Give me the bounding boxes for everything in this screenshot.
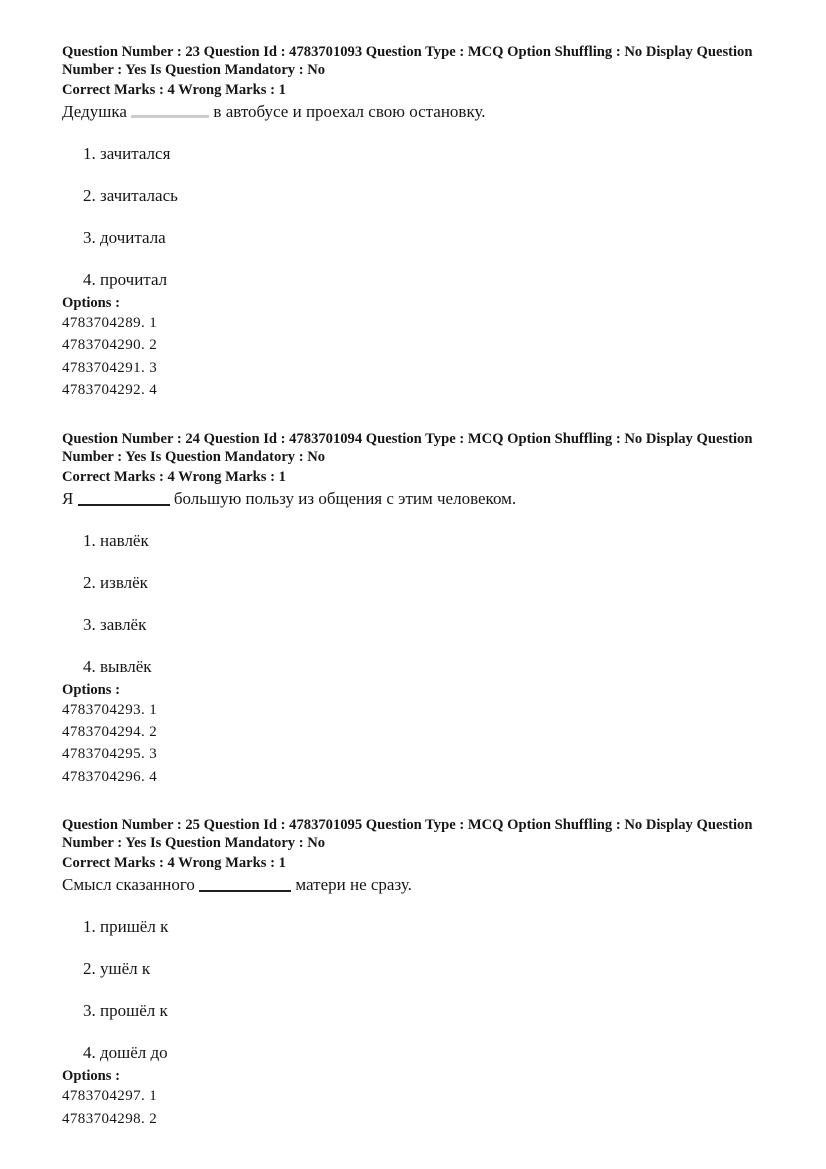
fill-in-blank bbox=[78, 503, 170, 506]
choices-list bbox=[62, 916, 770, 1063]
question-block-23 bbox=[62, 43, 770, 402]
question-text-before-blank: Смысл сказанного bbox=[62, 875, 195, 895]
question-marks: Correct Marks : 4 Wrong Marks : 1 bbox=[62, 468, 286, 485]
question-text bbox=[62, 488, 770, 509]
options-label: Options : bbox=[62, 1068, 120, 1085]
question-text bbox=[62, 874, 770, 895]
choice-option-1: 1. зачитался bbox=[83, 144, 171, 163]
choice-option-1: 1. пришёл к bbox=[83, 917, 169, 937]
question-marks: Correct Marks : 4 Wrong Marks : 1 bbox=[62, 855, 286, 872]
choice-option-3: 3. завлёк bbox=[83, 614, 147, 634]
option-id-row: 4783704295. 3 bbox=[62, 746, 158, 763]
choice-option-2: 2. ушёл к bbox=[83, 959, 151, 979]
choice-option-2: 2. извлёк bbox=[83, 572, 148, 592]
question-text-before-blank: Я bbox=[62, 488, 74, 508]
option-id-row: 4783704298. 2 bbox=[62, 1110, 158, 1127]
option-id-row: 4783704289. 1 bbox=[62, 315, 158, 331]
choice-option-2: 2. зачиталась bbox=[83, 186, 178, 205]
question-text-after-blank: в автобусе и проехал свою остановку. bbox=[213, 102, 486, 121]
question-meta-line2: Number : Yes Is Question Mandatory : No bbox=[62, 835, 326, 852]
option-ids-list bbox=[62, 699, 770, 789]
choice-option-4: 4. дошёл до bbox=[83, 1043, 168, 1063]
question-meta-line2: Number : Yes Is Question Mandatory : No bbox=[62, 62, 326, 78]
option-id-row: 4783704291. 3 bbox=[62, 359, 158, 376]
choice-option-3: 3. прошёл к bbox=[83, 1001, 168, 1021]
question-block-24 bbox=[62, 430, 770, 789]
question-marks: Correct Marks : 4 Wrong Marks : 1 bbox=[62, 82, 286, 98]
fill-in-blank bbox=[199, 889, 291, 892]
question-meta bbox=[62, 816, 770, 852]
question-meta-line1: Question Number : 23 Question Id : 4783701093 Question Type : MCQ Option Shuffling : No Display Question bbox=[62, 44, 753, 60]
options-label: Options : bbox=[62, 295, 120, 311]
question-text-after-blank: матери не сразу. bbox=[295, 875, 412, 895]
choice-option-4: 4. прочитал bbox=[83, 270, 168, 289]
question-meta-line1: Question Number : 25 Question Id : 4783701095 Question Type : MCQ Option Shuffling : No Display Question bbox=[62, 817, 753, 834]
question-meta bbox=[62, 430, 770, 466]
choice-option-1: 1. навлёк bbox=[83, 530, 149, 550]
question-text bbox=[62, 101, 770, 122]
choice-option-4: 4. вывлёк bbox=[83, 656, 152, 676]
question-block-25 bbox=[62, 816, 770, 1130]
question-meta-line2: Number : Yes Is Question Mandatory : No bbox=[62, 448, 326, 465]
option-id-row: 4783704290. 2 bbox=[62, 337, 158, 354]
option-id-row: 4783704294. 2 bbox=[62, 724, 158, 741]
question-meta-line1: Question Number : 24 Question Id : 4783701094 Question Type : MCQ Option Shuffling : No Display Question bbox=[62, 430, 753, 447]
option-id-row: 4783704296. 4 bbox=[62, 768, 158, 785]
option-ids-list bbox=[62, 1085, 770, 1130]
choice-option-3: 3. дочитала bbox=[83, 228, 166, 247]
option-id-row: 4783704293. 1 bbox=[62, 701, 158, 718]
fill-in-blank bbox=[131, 114, 209, 118]
question-meta bbox=[62, 43, 770, 79]
option-ids-list bbox=[62, 312, 770, 402]
question-text-after-blank: большую пользу из общения с этим человеком. bbox=[173, 488, 517, 508]
choices-list bbox=[62, 530, 770, 677]
option-id-row: 4783704297. 1 bbox=[62, 1088, 158, 1105]
question-text-before-blank: Дедушка bbox=[62, 102, 127, 121]
option-id-row: 4783704292. 4 bbox=[62, 382, 158, 399]
options-label: Options : bbox=[62, 681, 120, 698]
choices-list bbox=[62, 143, 770, 290]
